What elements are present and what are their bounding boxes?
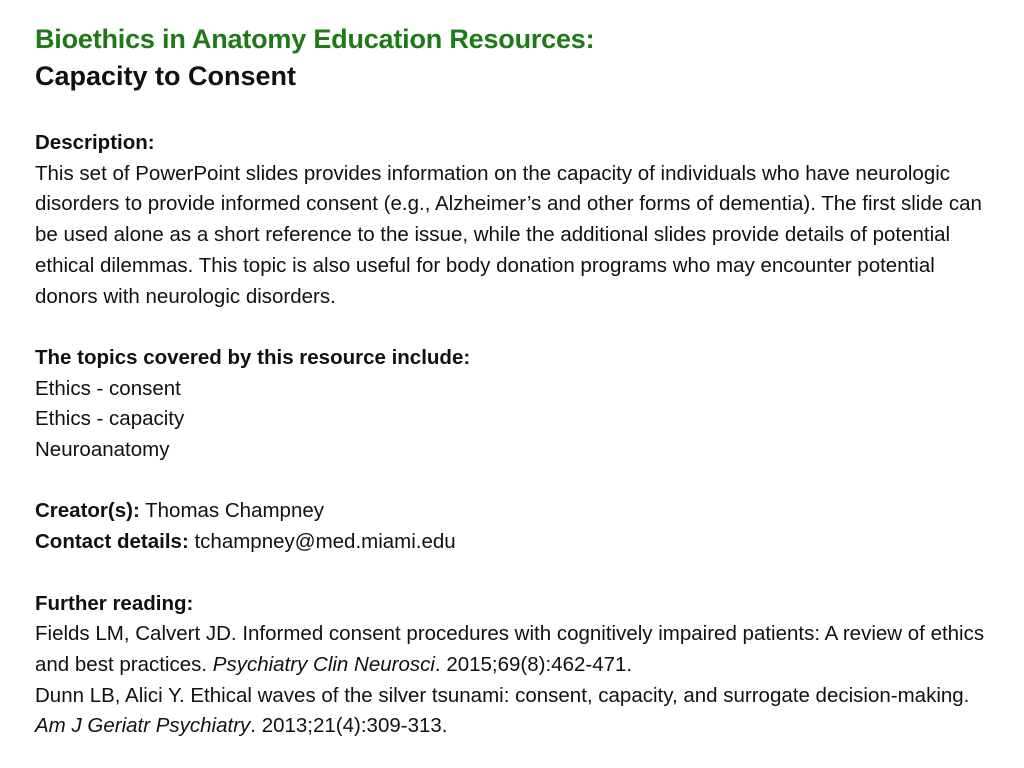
slide-subtitle: Capacity to Consent <box>35 61 297 91</box>
topics-label: The topics covered by this resource include: <box>35 345 471 369</box>
description-text: This set of PowerPoint slides provides information on the capacity of individuals who have neurologic disorders to provide informed consent (e.g., Alzheimer’s and other forms of dementia). The first slide can be used alone as a short reference to the issue, while the additional slides provide details of potential ethical dilemmas. This topic is also useful for body donation programs who may encounter potential donors with neurologic disorders. <box>35 161 982 308</box>
spacer <box>35 312 994 343</box>
reading-section <box>35 589 994 743</box>
contact-label: Contact details: <box>35 530 189 554</box>
creator-line <box>35 496 994 527</box>
reference-citation: . 2015;69(8):462-471. <box>434 652 633 676</box>
reference-text: Dunn LB, Alici Y. Ethical waves of the silver tsunami: consent, capacity, and surrogate decision-making. <box>35 683 970 707</box>
spacer <box>35 466 994 497</box>
reference-item <box>35 619 994 680</box>
contact-email: tchampney@med.miami.edu <box>194 530 456 554</box>
slide-title: Bioethics in Anatomy Education Resources: <box>35 24 595 54</box>
reference-item <box>35 681 994 742</box>
creator-label: Creator(s): <box>35 499 140 523</box>
reading-label: Further reading: <box>35 591 194 615</box>
description-section <box>35 128 994 312</box>
spacer <box>35 96 994 128</box>
reference-citation: . 2013;21(4):309-313. <box>250 714 448 738</box>
description-label: Description: <box>35 131 155 154</box>
reference-journal: Am J Geriatr Psychiatry <box>35 714 251 738</box>
topic-item: Ethics - consent <box>35 376 181 400</box>
reference-journal: Psychiatry Clin Neurosci <box>212 652 435 676</box>
topics-section <box>35 343 994 466</box>
creator-value: Thomas Champney <box>145 499 325 523</box>
topic-item: Ethics - capacity <box>35 407 185 431</box>
reference-text: Fields LM, Calvert JD. Informed consent procedures with cognitively impaired patients: A review of ethics and best practices. <box>35 622 985 676</box>
spacer <box>35 558 994 589</box>
credits-section <box>35 496 994 557</box>
contact-line <box>35 527 994 558</box>
topic-item: Neuroanatomy <box>35 438 170 462</box>
